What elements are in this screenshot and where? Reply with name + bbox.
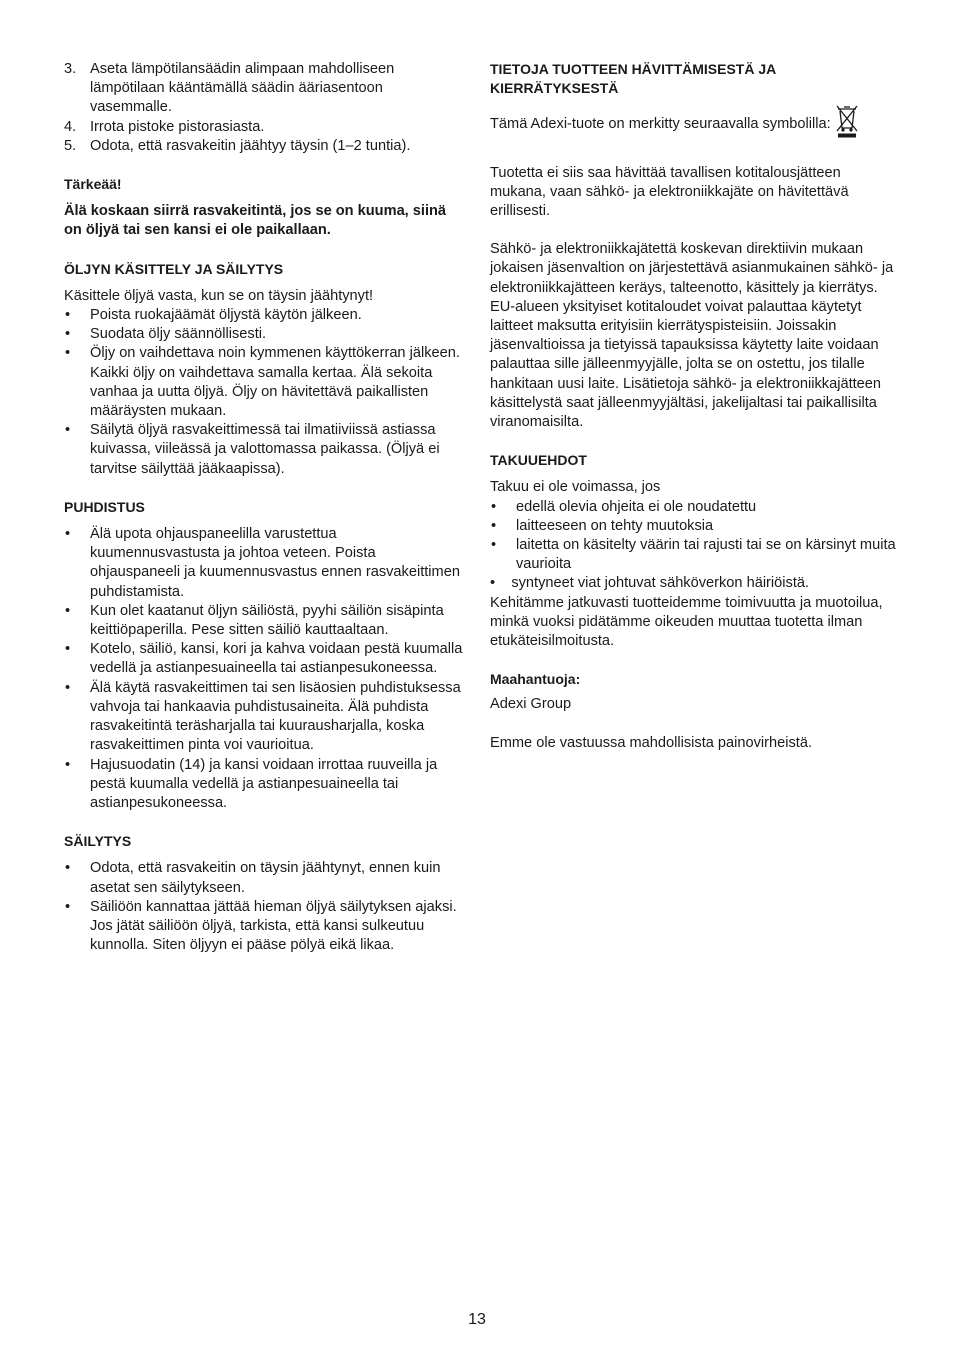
list-item: • laitetta on käsitelty väärin tai rajusti tai se on kärsinyt muita vaurioita [491,537,896,573]
list-item: • Odota, että rasvakeitin on täysin jäähtynyt, ennen kuin asetat sen säilytykseen. [65,860,441,896]
warranty-section-title: TAKUUEHDOT [490,452,587,469]
disposal-section-title: TIETOJA TUOTTEEN HÄVITTÄMISESTÄ JA KIERRÄTYKSESTÄ [490,61,776,97]
list-item: • edellä olevia ohjeita ei ole noudatettu [491,498,757,515]
oil-list [64,306,464,479]
storage-section-title: SÄILYTYS [64,833,132,850]
list-item: 3. Aseta lämpötilansäädin alimpaan mahdolliseen lämpötilaan kääntämällä säädin ääriasentoon vasemmalle. [64,61,395,116]
disposal-paragraph-2: Sähkö- ja elektroniikkajätettä koskevan direktiivin mukaan jokaisen jäsenvaltion on järjestettävä asianmukainen sähkö- ja elektroniikkajätteen keräys, talteenotto, käsittely ja kierrätys. EU-alueen yksityiset kotitaloudet voivat palauttaa käytetyt laitteet maksutta erityisiin kierrätyspisteisiin. Joissakin jäsenvaltioissa ja tietyissä tapauksissa käytetty laite voidaan palauttaa sille jälleenmyyjälle, jolta se on ostettu, jos tilalle hankitaan uusi laite. Lisätietoja sähkö- ja elektroniikkajätteen käsittelystä saat jälleenmyyjältäsi, jakelijaltasi tai paikallisilta viranomaisilta. [490,241,894,431]
list-item: • Älä upota ohjauspaneelilla varustettua kuumennusvastusta ja johtoa veteen. Poista ohjauspaneeli ja kuumennusvastus ennen rasvakeittimen puhdistamista. [65,526,460,600]
list-item: • Suodata öljy säännöllisesti. [65,326,267,343]
cleaning-list [64,525,464,813]
list-item: 5. Odota, että rasvakeitin jäähtyy täysin (1–2 tuntia). [64,137,411,154]
storage-list [64,859,464,955]
list-item: • Öljy on vaihdettava noin kymmenen käyttökerran jälkeen. Kaikki öljy on vaihdettava samalla kertaa. Älä sekoita vanhaa ja uutta öljyä. Öljy on hävitettävä paikallisten määräysten mukaan. [65,345,460,420]
symbol-line: Tämä Adexi-tuote on merkitty seuraavalla symbolilla: [490,104,900,144]
disposal-paragraph-1: Tuotetta ei siis saa hävittää tavallisen kotitalousjätteen mukana, vaan sähkö- ja elektroniikkajäte on hävitettävä erillisesti. [490,164,849,220]
warranty-last-item: • syntyneet viat johtuvat sähköverkon häiriöistä. [490,575,810,592]
importer-title: Maahantuoja: [490,671,581,688]
list-item: • Kotelo, säiliö, kansi, kori ja kahva voidaan pestä kuumalla vedellä ja astianpesuaineella tai astianpesukoneessa. [65,641,463,677]
list-item: • Kun olet kaatanut öljyn säiliöstä, pyyhi säiliön sisäpinta keittiöpaperilla. Pese sitten säiliö kauttaaltaan. [65,602,444,639]
list-item: • laitteeseen on tehty muutoksia [491,517,714,534]
list-item: • Säilytä öljyä rasvakeittimessä tai ilmatiiviissä astiassa kuivassa, viileässä ja valottomassa paikassa. (Öljyä ei tarvitse säilyttää jääkaapissa). [65,422,440,477]
list-item: • Säiliöön kannattaa jättää hieman öljyä säilytyksen ajaksi. Jos jätät säiliöön öljyä, tarkista, että kansi sulkeutuu kunnolla. Siten öljyyn ei pääse pölyä eikä likaa. [65,898,457,954]
list-item: • Hajusuodatin (14) ja kansi voidaan irrottaa ruuveilla ja pestä kuumalla vedellä ja astianpesuaineella tai astianpesukoneessa. [65,756,438,811]
warranty-intro: Takuu ei ole voimassa, jos [490,479,661,496]
page-number: 13 [468,1311,486,1328]
importer-name: Adexi Group [490,696,572,713]
important-title: Tärkeää! [64,176,122,193]
warranty-outro: Kehitämme jatkuvasti tuotteidemme toimivuutta ja muotoilua, minkä vuoksi pidätämme oikeuden muuttaa tuotetta ilman etukäteisilmoitusta. [490,594,883,650]
list-item: • Poista ruokajäämät öljystä käytön jälkeen. [65,307,362,324]
left-column [64,60,464,955]
important-text: Älä koskaan siirrä rasvakeitintä, jos se on kuuma, siinä on öljyä tai sen kansi ei ole paikallaan. [64,203,447,239]
right-column [490,60,900,753]
warranty-list [490,498,900,575]
list-item: • Älä käytä rasvakeittimen tai sen lisäosien puhdistuksessa vahvoja tai hankaavia puhdistusaineita. Älä puhdista rasvakeitintä teräsharjalla tai kuurausharjalla, koska rasvakeittimen pinta voi vaurioitua. [65,679,461,754]
cooling-steps-list [64,60,464,156]
oil-section-title: ÖLJYN KÄSITTELY JA SÄILYTYS [64,260,284,277]
oil-intro: Käsittele öljyä vasta, kun se on täysin jäähtynyt! [64,287,374,304]
disclaimer: Emme ole vastuussa mahdollisista painovirheistä. [490,734,813,751]
list-item: 4. Irrota pistoke pistorasiasta. [64,118,265,135]
cleaning-section-title: PUHDISTUS [64,498,145,515]
crossed-out-wheelie-bin-icon [835,104,859,144]
